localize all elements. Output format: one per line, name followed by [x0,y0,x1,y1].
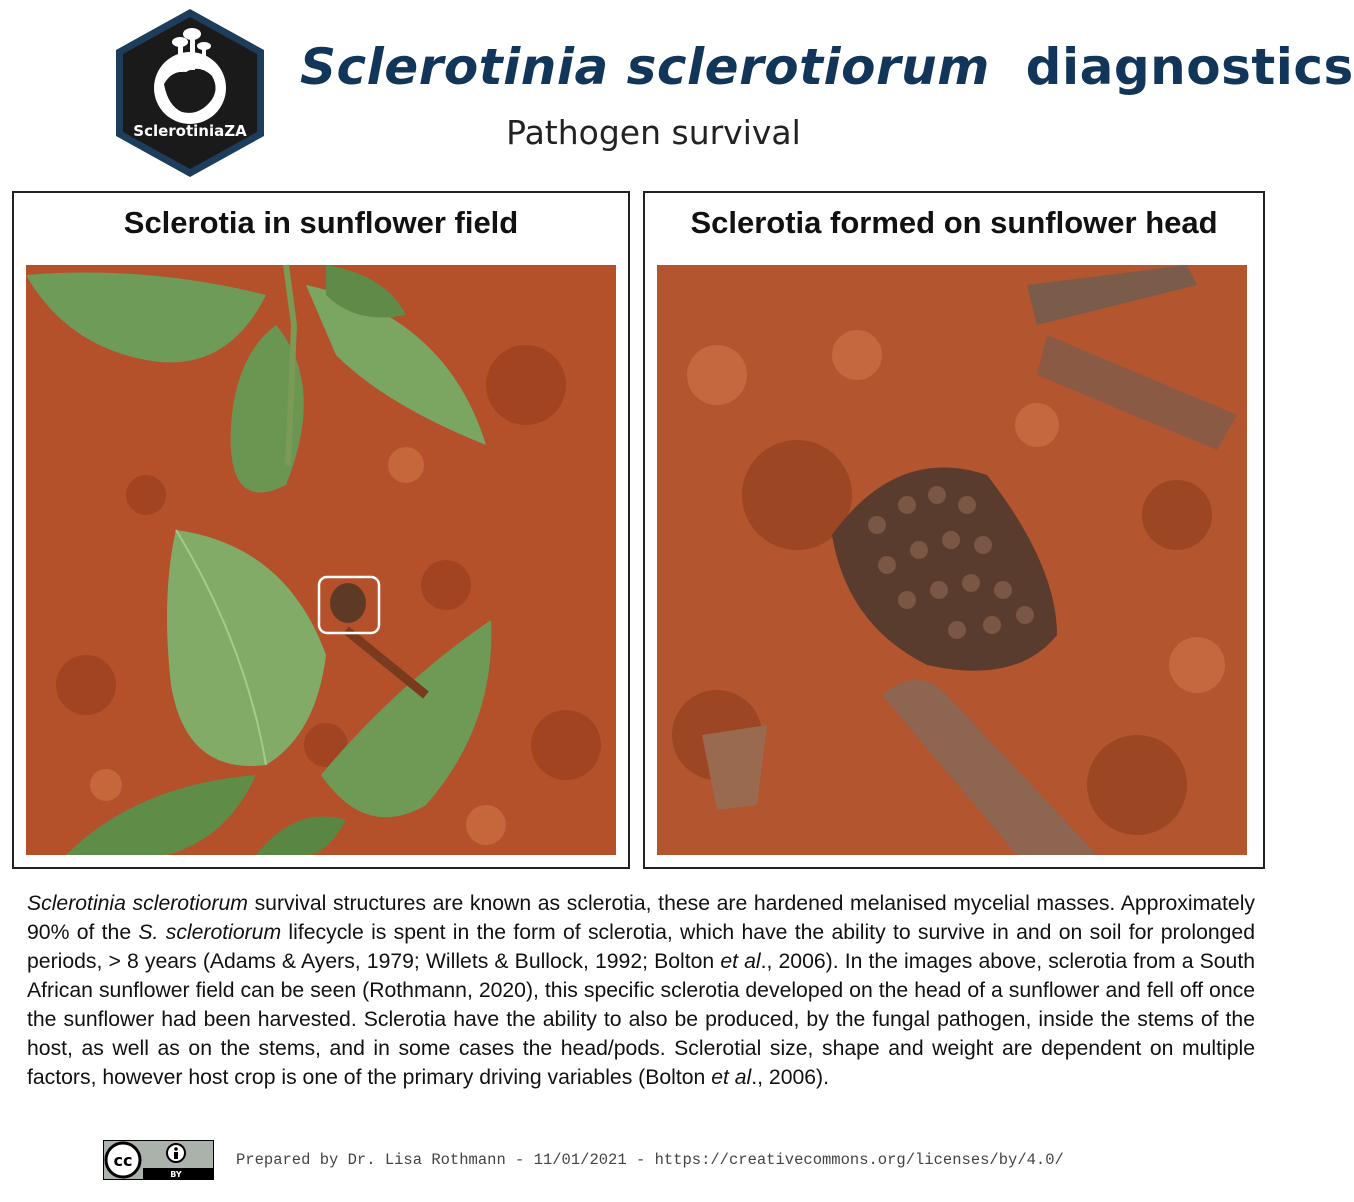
svg-text:cc: cc [113,1151,133,1170]
species-italic-2: S. sclerotiorum [138,921,282,944]
panel-title-field: Sclerotia in sunflower field [123,205,519,240]
species-italic-1: Sclerotinia sclerotiorum [27,892,248,915]
cc-by-label: BY [170,1170,182,1179]
etal-italic-2: et al [711,1066,752,1089]
photo-sunflower-field [26,265,616,855]
panel-sunflower-head [643,191,1265,869]
sclerotiniaza-logo [112,6,268,180]
text-segment-3: ., 2006). In the images above, sclerotia from a South African sunflower field can be seen (Rothmann, 2020), this specific sclerotia developed on the head of a sunflower and fell off once the sunflower had been harvested. Sclerotia have the ability to also be produced, by the fungal pathogen, inside the stems of the host, as well as on the stems, and in some cases the head/pods. Sclerotial size, shape and weight are dependent on multiple factors, however host crop is one of the primary driving variables (Bolton [27,950,1255,1089]
title-diagnostics: diagnostics [1025,38,1354,96]
panel-sunflower-field [12,191,630,869]
page-subtitle: Pathogen survival [506,113,801,152]
cc-by-badge[interactable] [103,1140,214,1180]
logo-text: SclerotiniaZA [133,122,247,140]
text-segment-1: survival structures are known as sclerotia, these are hardened melanised mycelial masses. Approximately 90% of the [27,892,1255,944]
page-title [300,38,1354,96]
title-species: Sclerotinia sclerotiorum [300,38,990,96]
text-segment-4: ., 2006). [751,1066,830,1089]
footer-attribution: Prepared by Dr. Lisa Rothmann - 11/01/2021 - https://creativecommons.org/licenses/by/4.0/ [236,1151,1064,1169]
text-segment-2: lifecycle is spent in the form of sclerotia, which have the ability to survive in and on soil for prolonged periods, > 8 years (Adams & Ayers, 1979; Willets & Bullock, 1992; Bolton [27,921,1255,973]
etal-italic-1: et al [720,950,761,973]
panel-title-head: Sclerotia formed on sunflower head [690,205,1218,240]
description-paragraph [27,889,1255,1092]
photo-sunflower-head [657,265,1247,855]
